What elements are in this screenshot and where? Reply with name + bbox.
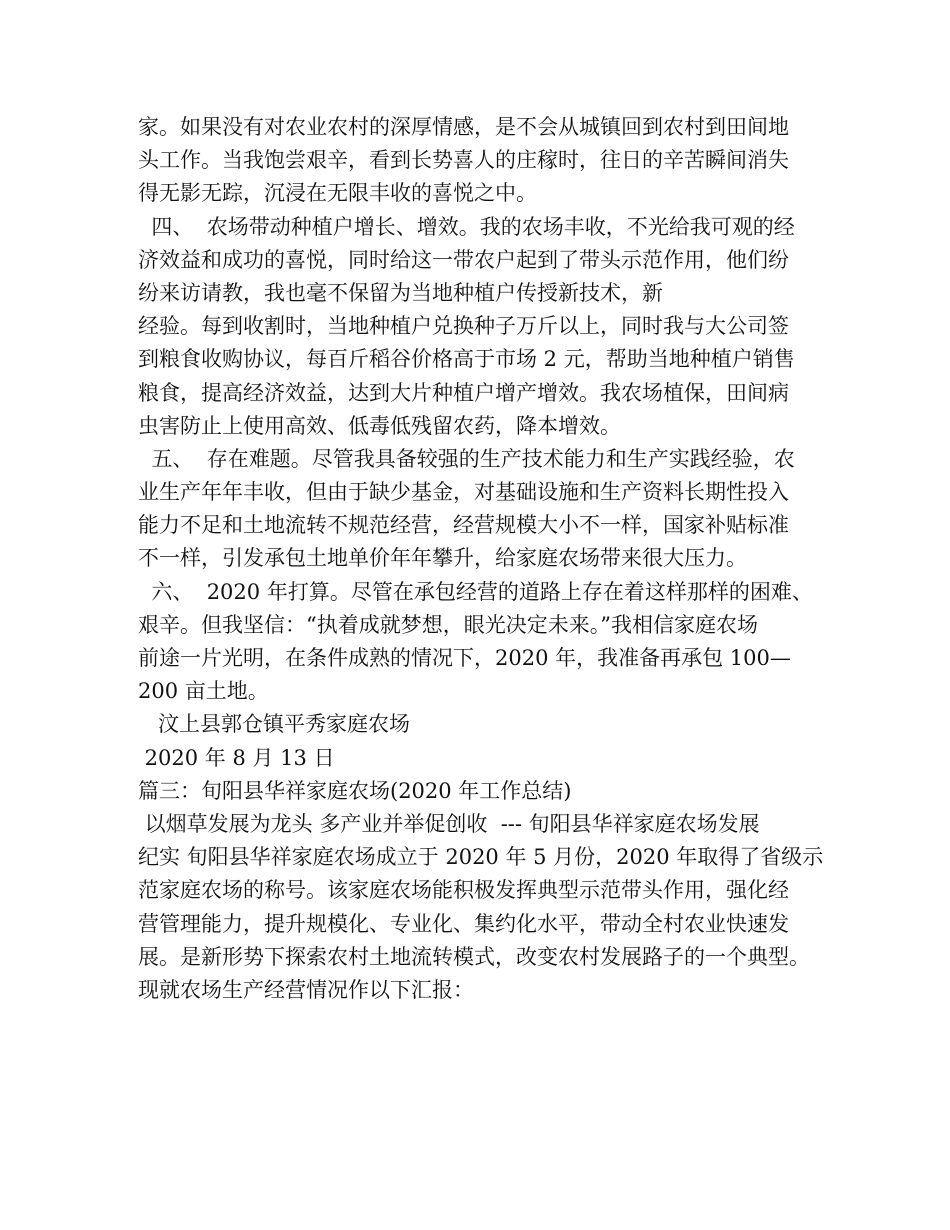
text-line: 前途一片光明，在条件成熟的情况下，2020 年，我准备再承包 100— — [138, 646, 791, 670]
text-line: 现就农场生产经营情况作以下汇报： — [138, 977, 474, 1002]
chapter-three-title: 篇三：旬阳县华祥家庭农场(2020 年工作总结) — [138, 778, 572, 803]
text-line: 纷来访请教，我也毫不保留为当地种植户传授新技术，新 — [138, 280, 663, 305]
text-line: 头工作。当我饱尝艰辛，看到长势喜人的庄稼时，往日的辛苦瞬间消失 — [138, 148, 789, 173]
text-line: 业生产年年丰收，但由于缺少基金，对基础设施和生产资料长期性投入 — [138, 480, 789, 505]
text-line: 虫害防止上使用高效、低毒低残留农药，降本增效。 — [138, 413, 621, 438]
text-line: 以烟草发展为龙头 多产业并举促创收 --- 旬阳县华祥家庭农场发展 — [138, 811, 760, 836]
section-four-heading-line: 四、 农场带动种植户增长、增效。我的农场丰收，不光给我可观的经 — [138, 214, 795, 239]
signature-farm-name: 汶上县郭仓镇平秀家庭农场 — [138, 712, 411, 737]
text-line: 家。如果没有对农业农村的深厚情感，是不会从城镇回到农村到田间地 — [138, 115, 789, 139]
text-line: 济效益和成功的喜悦，同时给这一带农户起到了带头示范作用，他们纷 — [138, 247, 789, 272]
text-line: 展。是新形势下探索农村土地流转模式，改变农村发展路子的一个典型。 — [138, 944, 810, 969]
text-line: 粮食，提高经济效益，达到大片种植户增产增效。我农场植保，田间病 — [138, 380, 789, 405]
text-line: 200 亩土地。 — [138, 679, 269, 704]
text-line: 范家庭农场的称号。该家庭农场能积极发挥典型示范带头作用，强化经 — [138, 878, 789, 903]
document-body — [138, 111, 828, 1007]
text-line: 经验。每到收割时，当地种植户兑换种子万斤以上，同时我与大公司签 — [138, 314, 789, 339]
signature-date: 2020 年 8 月 13 日 — [138, 745, 335, 770]
text-line: 能力不足和土地流转不规范经营，经营规模大小不一样，国家补贴标准 — [138, 513, 789, 538]
text-line: 营管理能力，提升规模化、专业化、集约化水平，带动全村农业快速发 — [138, 911, 789, 936]
text-line: 不一样，引发承包土地单价年年攀升，给家庭农场带来很大压力。 — [138, 546, 747, 571]
section-six-heading-line: 六、 2020 年打算。尽管在承包经营的道路上存在着这样那样的困难、 — [138, 579, 813, 604]
text-line: 纪实 旬阳县华祥家庭农场成立于 2020 年 5 月份，2020 年取得了省级示 — [138, 845, 824, 870]
section-five-heading-line: 五、 存在难题。尽管我具备较强的生产技术能力和生产实践经验，农 — [138, 446, 795, 471]
text-line: 到粮食收购协议，每百斤稻谷价格高于市场 2 元，帮助当地种植户销售 — [138, 347, 795, 372]
text-line: 得无影无踪，沉浸在无限丰收的喜悦之中。 — [138, 181, 537, 206]
text-line: 艰辛。但我坚信：“执着成就梦想，眼光决定未来。”我相信家庭农场 — [138, 612, 758, 637]
